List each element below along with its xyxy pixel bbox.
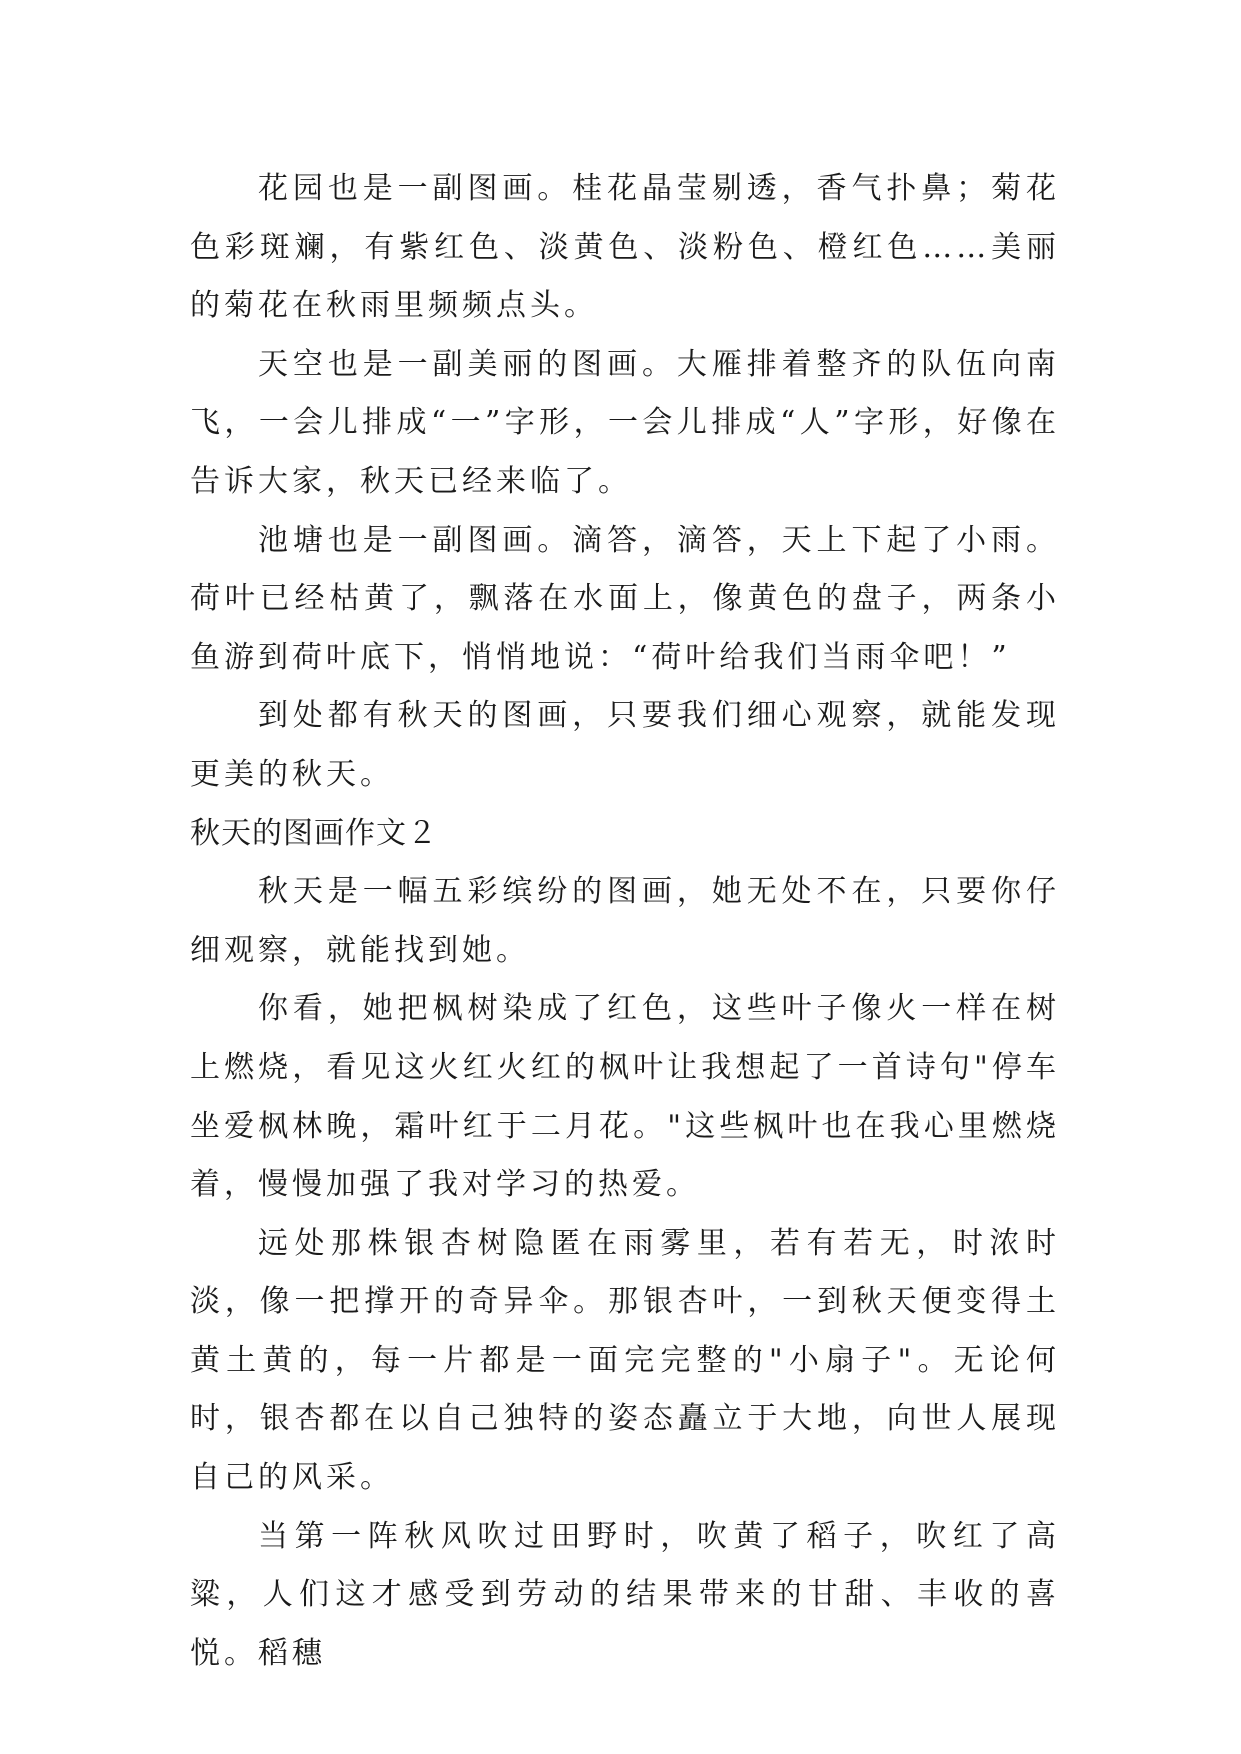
paragraph-garden: 花园也是一副图画。桂花晶莹剔透，香气扑鼻；菊花色彩斑斓，有紫红色、淡黄色、淡粉色、橙红色……美丽的菊花在秋雨里频频点头。 [190,171,1060,324]
paragraph-ginkgo: 远处那株银杏树隐匿在雨雾里，若有若无，时浓时淡，像一把撑开的奇异伞。那银杏叶，一到秋天便变得土黄土黄的，每一片都是一面完完整的"小扇子"。无论何时，银杏都在以自己独特的姿态矗立于大地，向世人展现自己的风采。 [190,1225,1060,1496]
paragraph-harvest: 当第一阵秋风吹过田野时，吹黄了稻子，吹红了高粱，人们这才感受到劳动的结果带来的甘甜、丰收的喜悦。稻穗 [190,1518,1060,1671]
paragraph-pond: 池塘也是一副图画。滴答，滴答，天上下起了小雨。荷叶已经枯黄了，飘落在水面上，像黄色的盘子，两条小鱼游到荷叶底下，悄悄地说：“荷叶给我们当雨伞吧！” [190,522,1060,675]
essay-heading: 秋天的图画作文２ [190,815,438,851]
paragraph-intro: 秋天是一幅五彩缤纷的图画，她无处不在，只要你仔细观察，就能找到她。 [190,874,1060,968]
paragraph-conclusion: 到处都有秋天的图画，只要我们细心观察，就能发现更美的秋天。 [190,698,1060,792]
paragraph-sky: 天空也是一副美丽的图画。大雁排着整齐的队伍向南飞，一会儿排成“一”字形，一会儿排成“人”字形，好像在告诉大家，秋天已经来临了。 [190,346,1060,499]
paragraph-maple: 你看，她把枫树染成了红色，这些叶子像火一样在树上燃烧，看见这火红火红的枫叶让我想起了一首诗句"停车坐爱枫林晚，霜叶红于二月花。"这些枫叶也在我心里燃烧着，慢慢加强了我对学习的热爱。 [190,991,1060,1203]
document-page [190,160,1060,1683]
